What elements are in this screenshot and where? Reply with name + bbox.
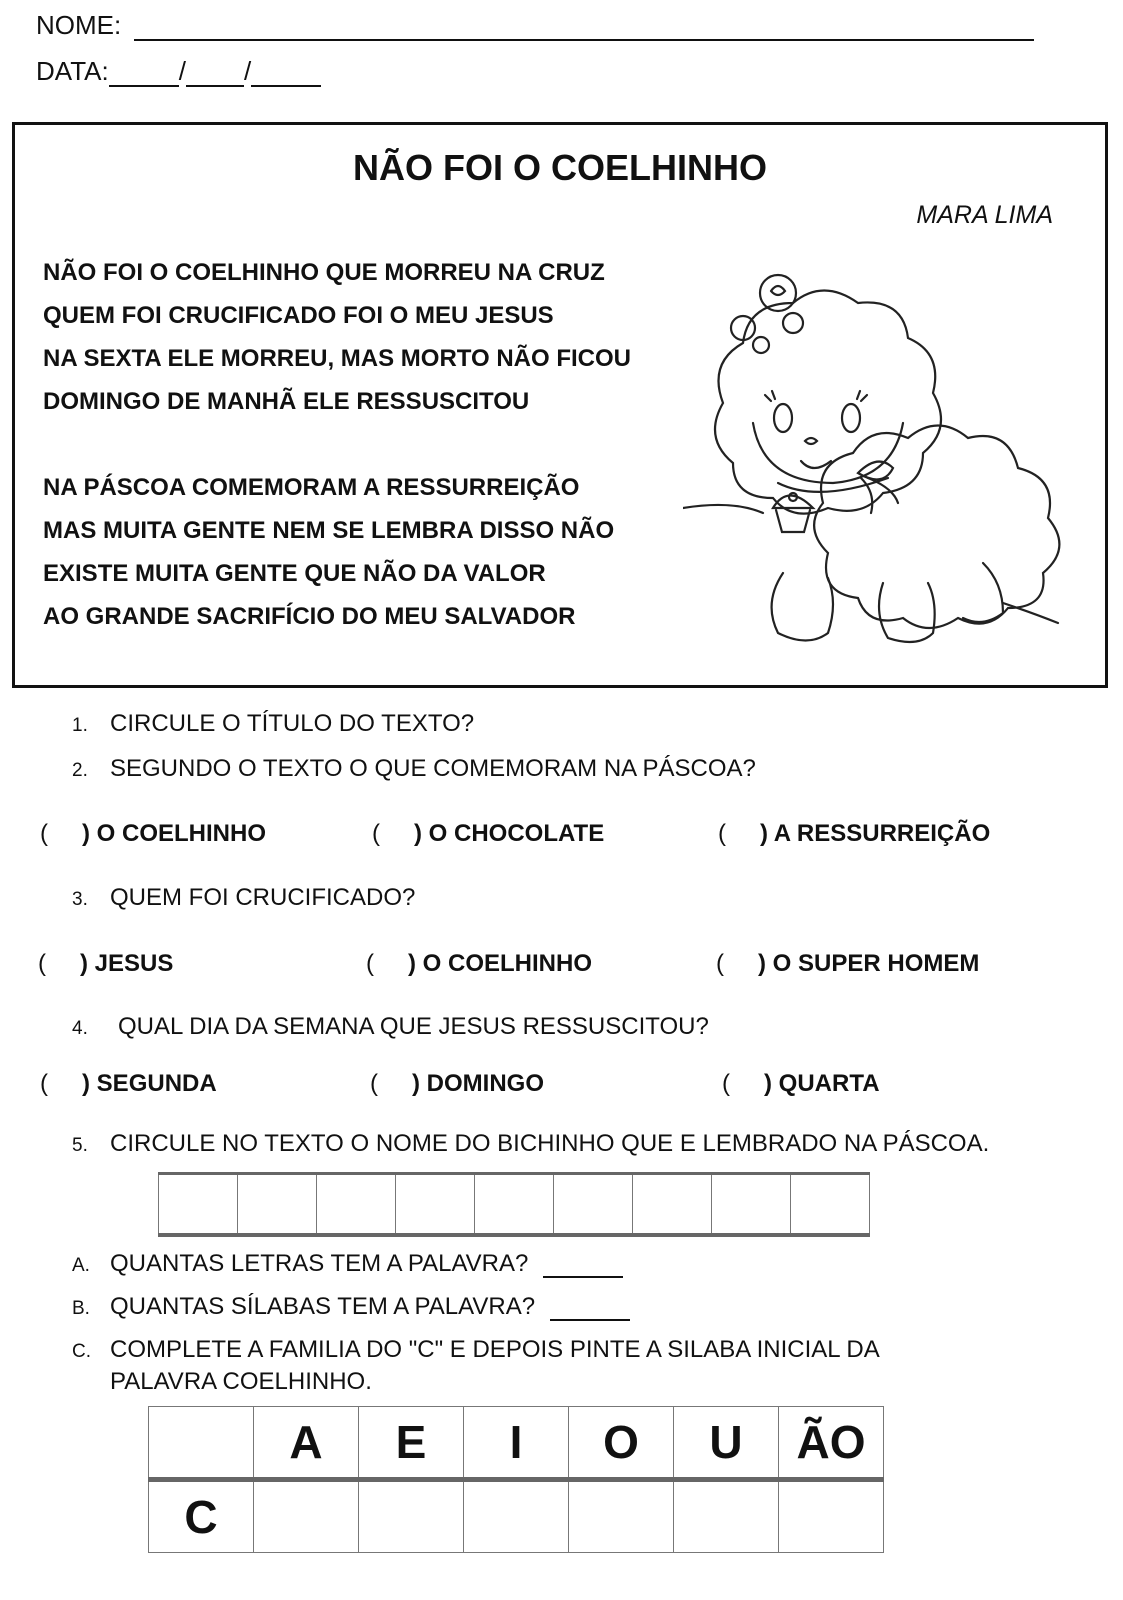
syllable-cell[interactable] bbox=[779, 1480, 884, 1553]
letter-box[interactable] bbox=[159, 1174, 238, 1236]
question-number: 5. bbox=[72, 1135, 88, 1156]
vowel-header: ÃO bbox=[779, 1407, 884, 1480]
option-checkbox[interactable]: ( ) O CHOCOLATE bbox=[372, 820, 605, 847]
question-text: PALAVRA COELHINHO. bbox=[110, 1368, 372, 1395]
vowel-header: E bbox=[359, 1407, 464, 1480]
name-label: NOME: bbox=[36, 10, 122, 40]
date-separator: / bbox=[178, 56, 186, 86]
question-text: QUEM FOI CRUCIFICADO? bbox=[110, 884, 416, 911]
date-month-line[interactable] bbox=[186, 63, 244, 87]
date-label: DATA: bbox=[36, 56, 109, 86]
verse-line: QUEM FOI CRUCIFICADO FOI O MEU JESUS bbox=[43, 302, 554, 329]
letter-box[interactable] bbox=[633, 1174, 712, 1236]
question-text: CIRCULE O TÍTULO DO TEXTO? bbox=[110, 710, 475, 737]
letter-box[interactable] bbox=[791, 1174, 870, 1236]
option-checkbox[interactable]: ( ) O COELHINHO bbox=[40, 820, 267, 847]
option-label: DOMINGO bbox=[426, 1070, 544, 1097]
option-checkbox[interactable]: ( ) QUARTA bbox=[722, 1070, 880, 1097]
question-text: COMPLETE A FAMILIA DO "C" E DEPOIS PINTE A SILABA INICIAL DA bbox=[110, 1336, 880, 1363]
verse-line: EXISTE MUITA GENTE QUE NÃO DA VALOR bbox=[43, 560, 546, 587]
question-3 bbox=[72, 884, 415, 912]
question-number: 1. bbox=[72, 715, 88, 736]
syllable-table bbox=[148, 1406, 884, 1553]
question-letter: C. bbox=[72, 1341, 91, 1362]
syllable-cell[interactable] bbox=[674, 1480, 779, 1553]
letter-box[interactable] bbox=[712, 1174, 791, 1236]
question-text: QUANTAS LETRAS TEM A PALAVRA? bbox=[110, 1250, 529, 1277]
question-letter: B. bbox=[72, 1298, 90, 1319]
verse-line: NA SEXTA ELE MORREU, MAS MORTO NÃO FICOU bbox=[43, 345, 632, 372]
syllable-cell[interactable] bbox=[254, 1480, 359, 1553]
option-label: JESUS bbox=[94, 950, 174, 977]
question-4 bbox=[72, 1013, 709, 1041]
verse-line: NA PÁSCOA COMEMORAM A RESSURREIÇÃO bbox=[43, 474, 580, 501]
question-number: 2. bbox=[72, 760, 88, 781]
question-letter: A. bbox=[72, 1255, 90, 1276]
question-1 bbox=[72, 710, 474, 738]
option-label: O COELHINHO bbox=[96, 820, 267, 847]
verse-line: AO GRANDE SACRIFÍCIO DO MEU SALVADOR bbox=[43, 603, 576, 630]
question-2 bbox=[72, 755, 756, 783]
option-checkbox[interactable]: ( ) O SUPER HOMEM bbox=[716, 950, 980, 977]
verse-line: NÃO FOI O COELHINHO QUE MORREU NA CRUZ bbox=[43, 259, 605, 286]
letter-box[interactable] bbox=[554, 1174, 633, 1236]
option-label: QUARTA bbox=[778, 1070, 880, 1097]
poem-author: MARA LIMA bbox=[916, 201, 1053, 229]
vowel-header: U bbox=[674, 1407, 779, 1480]
question-number: 3. bbox=[72, 889, 88, 910]
letter-box[interactable] bbox=[317, 1174, 396, 1236]
question-c bbox=[72, 1336, 880, 1364]
poem-box bbox=[12, 122, 1108, 688]
option-label: A RESSURREIÇÃO bbox=[773, 820, 991, 847]
lamb-illustration bbox=[683, 273, 1083, 653]
syllable-corner-cell bbox=[149, 1407, 254, 1480]
vowel-header: O bbox=[569, 1407, 674, 1480]
question-text: SEGUNDO O TEXTO O QUE COMEMORAM NA PÁSCOA? bbox=[110, 755, 756, 782]
option-checkbox[interactable]: ( ) A RESSURREIÇÃO bbox=[718, 820, 991, 847]
syllable-cell[interactable] bbox=[569, 1480, 674, 1553]
answer-line[interactable] bbox=[550, 1297, 630, 1321]
option-label: O COELHINHO bbox=[422, 950, 593, 977]
question-b bbox=[72, 1293, 630, 1321]
answer-line[interactable] bbox=[543, 1254, 623, 1278]
option-checkbox[interactable]: ( ) DOMINGO bbox=[370, 1070, 544, 1097]
consonant-label: C bbox=[149, 1480, 254, 1553]
verse-line: DOMINGO DE MANHÃ ELE RESSUSCITOU bbox=[43, 388, 530, 415]
poem-title[interactable]: NÃO FOI O COELHINHO bbox=[353, 147, 767, 188]
date-year-line[interactable] bbox=[251, 63, 321, 87]
option-checkbox[interactable]: ( ) O COELHINHO bbox=[366, 950, 593, 977]
vowel-header: I bbox=[464, 1407, 569, 1480]
question-a bbox=[72, 1250, 623, 1278]
question-text: QUANTAS SÍLABAS TEM A PALAVRA? bbox=[110, 1293, 536, 1320]
name-field-row bbox=[36, 10, 1034, 41]
option-checkbox[interactable]: ( ) JESUS bbox=[38, 950, 174, 977]
date-field-row bbox=[36, 56, 321, 87]
vowel-header: A bbox=[254, 1407, 359, 1480]
option-label: O SUPER HOMEM bbox=[772, 950, 980, 977]
letter-box[interactable] bbox=[238, 1174, 317, 1236]
letter-box[interactable] bbox=[396, 1174, 475, 1236]
date-day-line[interactable] bbox=[109, 63, 179, 87]
option-checkbox[interactable]: ( ) SEGUNDA bbox=[40, 1070, 217, 1097]
date-separator: / bbox=[243, 56, 252, 86]
question-number: 4. bbox=[72, 1018, 88, 1039]
question-text: CIRCULE NO TEXTO O NOME DO BICHINHO QUE E LEMBRADO NA PÁSCOA. bbox=[110, 1130, 990, 1157]
letter-box[interactable] bbox=[475, 1174, 554, 1236]
option-label: O CHOCOLATE bbox=[428, 820, 605, 847]
question-5 bbox=[72, 1130, 989, 1158]
name-input-line[interactable] bbox=[134, 17, 1034, 41]
option-label: SEGUNDA bbox=[96, 1070, 217, 1097]
syllable-cell[interactable] bbox=[359, 1480, 464, 1553]
verse-line: MAS MUITA GENTE NEM SE LEMBRA DISSO NÃO bbox=[43, 517, 615, 544]
question-c-continued bbox=[110, 1368, 372, 1396]
question-text: QUAL DIA DA SEMANA QUE JESUS RESSUSCITOU? bbox=[118, 1013, 709, 1040]
syllable-cell[interactable] bbox=[464, 1480, 569, 1553]
letter-boxes bbox=[158, 1172, 870, 1237]
